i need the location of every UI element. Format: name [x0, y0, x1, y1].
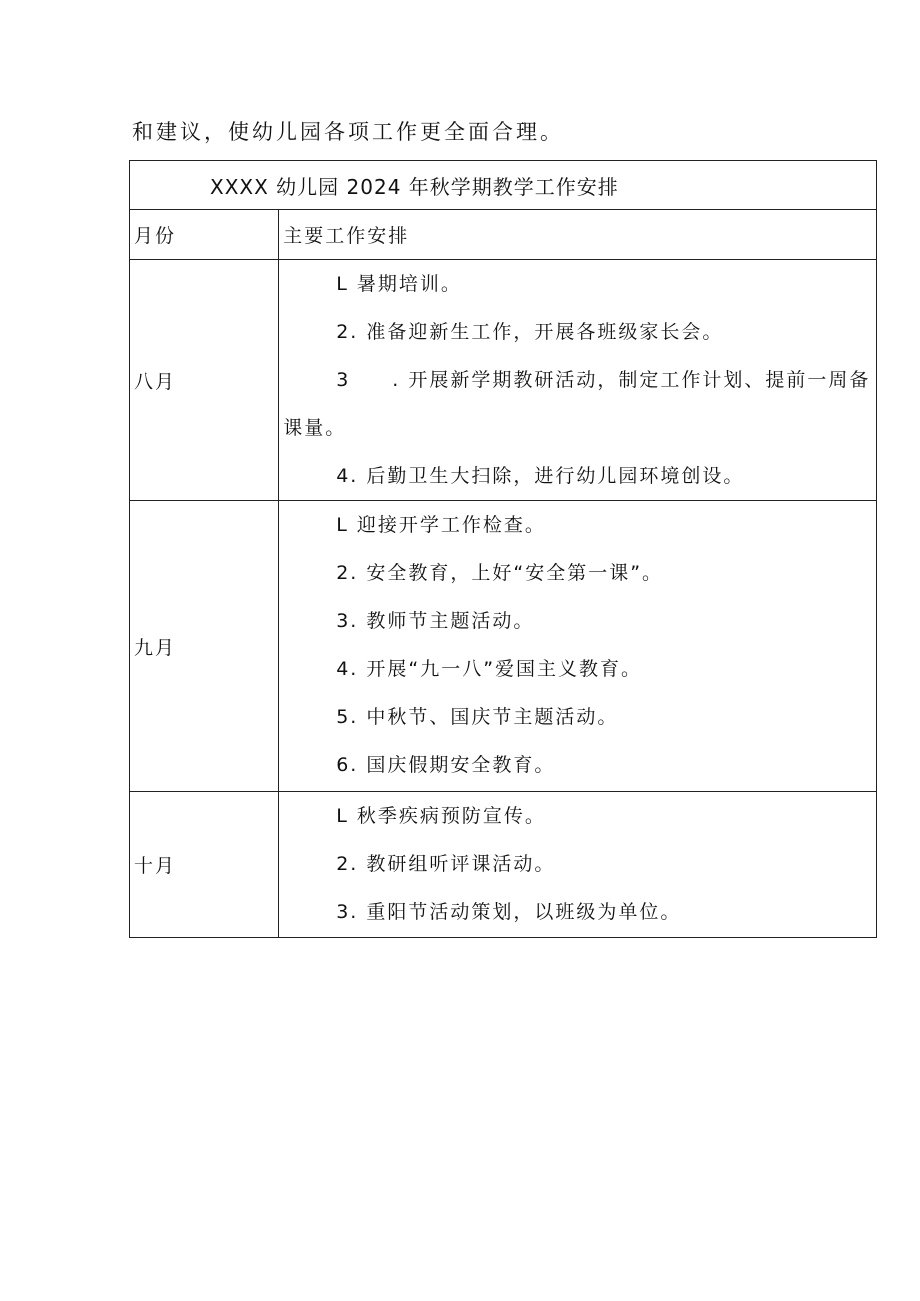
task-list — [279, 501, 877, 792]
table-title: XXXX 幼儿园 2024 年秋学期教学工作安排 — [130, 161, 877, 210]
task-item: 4. 开展“九一八”爱国主义教育。 — [336, 658, 643, 680]
task-item: L 暑期培训。 — [336, 273, 462, 295]
task-text: . 开展新学期教研活动，制定工作计划、提前一周备课量。 — [283, 369, 871, 439]
task-item — [279, 356, 876, 452]
task-number: 3 — [336, 369, 351, 391]
task-item: 2. 教研组听评课活动。 — [336, 853, 556, 875]
month-label: 八月 — [130, 260, 279, 501]
task-list — [279, 792, 877, 938]
task-item: 2. 准备迎新生工作，开展各班级家长会。 — [336, 321, 724, 343]
task-item: 2. 安全教育，上好“安全第一课”。 — [336, 562, 664, 584]
table-row-october — [130, 792, 877, 938]
task-item: 3. 重阳节活动策划，以班级为单位。 — [336, 901, 682, 923]
header-tasks: 主要工作安排 — [279, 210, 877, 260]
month-label: 九月 — [130, 501, 279, 792]
task-list — [279, 260, 877, 501]
task-item: 5. 中秋节、国庆节主题活动。 — [336, 706, 619, 728]
table-title-row — [130, 161, 877, 210]
intro-text: 和建议，使幼儿园各项工作更全面合理。 — [132, 120, 564, 144]
header-month: 月份 — [130, 210, 279, 260]
schedule-table — [129, 160, 877, 938]
table-row-september — [130, 501, 877, 792]
task-item: L 秋季疾病预防宣传。 — [336, 805, 546, 827]
table-header-row — [130, 210, 877, 260]
task-item: 6. 国庆假期安全教育。 — [336, 754, 556, 776]
task-item: 4. 后勤卫生大扫除，进行幼儿园环境创设。 — [336, 465, 745, 487]
month-label: 十月 — [130, 792, 279, 938]
task-item: 3. 教师节主题活动。 — [336, 610, 535, 632]
table-row-august — [130, 260, 877, 501]
task-item: L 迎接开学工作检查。 — [336, 514, 546, 536]
